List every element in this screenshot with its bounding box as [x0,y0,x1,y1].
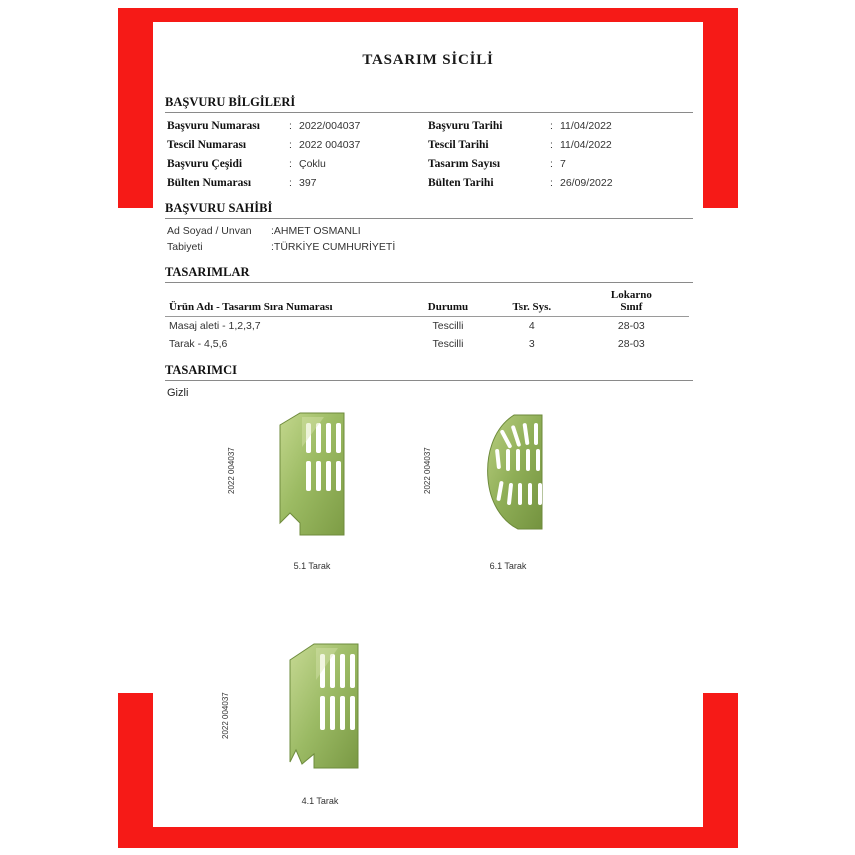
section-divider-designer [165,380,693,381]
figure-item [221,630,400,806]
designs-column-status: Durumu [406,287,490,317]
applicant-value: :TÜRKİYE CUMHURİYETİ [271,241,396,253]
applicant-fields [153,223,703,255]
design-name: Masaj aleti - 1,2,3,7 [169,320,261,332]
figure-caption: 5.1 Tarak [293,561,331,571]
red-frame-top-right [703,8,738,208]
field-row [167,136,428,155]
designs-table [165,287,689,353]
field-value: 2022/004037 [299,120,361,132]
comb-round-icon [428,395,588,555]
field-value: 7 [560,158,566,170]
design-status: Tescilli [432,338,464,350]
field-row [428,117,689,136]
field-label: Başvuru Tarihi [428,120,503,132]
designer-value: Gizli [167,387,189,399]
field-label: Başvuru Numarası [167,120,260,132]
field-label: Tescil Numarası [167,139,247,151]
design-status: Tescilli [432,320,464,332]
field-separator: : [289,120,292,132]
comb-flat-icon [232,395,392,555]
section-heading-designer: TASARIMCI [165,363,237,377]
field-separator: : [550,177,553,189]
design-count: 4 [528,320,535,332]
field-separator: : [289,139,292,151]
table-row [165,335,689,353]
application-info-left-column [167,117,428,193]
page-title: TASARIM SİCİLİ [362,52,494,68]
application-info-grid [153,117,703,193]
section-divider-designs [165,282,693,283]
field-row [428,174,689,193]
field-value: 2022 004037 [299,139,361,151]
figure-side-code: 2022 004037 [423,447,432,494]
field-row [428,136,689,155]
field-label: Bülten Numarası [167,177,252,189]
designs-column-locarno [574,287,689,317]
comb-notch-icon [240,630,400,790]
field-value: 11/04/2022 [560,139,612,151]
field-row [167,117,428,136]
figure-side-code: 2022 004037 [227,447,236,494]
designs-column-locarno-line2: Sınıf [620,301,643,313]
field-separator: : [289,158,292,170]
field-label: Başvuru Çeşidi [167,158,243,170]
figure-caption: 6.1 Tarak [489,561,527,571]
red-frame-top-left [118,8,153,208]
field-separator: : [550,139,553,151]
figure-item [423,395,588,571]
application-info-right-column [428,117,689,193]
field-row [167,155,428,174]
figure-caption: 4.1 Tarak [301,796,339,806]
design-name: Tarak - 4,5,6 [169,338,228,350]
figure-item [227,395,392,571]
section-heading-application-info: BAŞVURU BİLGİLERİ [165,95,296,109]
design-locarno: 28-03 [617,338,645,350]
figure-image-box [227,395,392,555]
field-separator: : [289,177,292,189]
designs-table-header-row [165,287,689,317]
field-label: Tasarım Sayısı [428,158,501,170]
section-heading-applicant: BAŞVURU SAHİBİ [165,201,273,215]
applicant-label: Ad Soyad / Unvan [167,225,252,237]
field-value: Çoklu [299,158,326,170]
field-value: 11/04/2022 [560,120,612,132]
field-row [428,155,689,174]
section-divider-applicant [165,218,693,219]
applicant-label: Tabiyeti [167,241,203,253]
applicant-row [167,223,689,239]
designs-column-locarno-line1: Lokarno [610,289,652,301]
applicant-row [167,239,689,255]
field-label: Bülten Tarihi [428,177,494,189]
field-value: 397 [299,177,317,189]
designs-column-name: Ürün Adı - Tasarım Sıra Numarası [165,287,406,317]
design-locarno: 28-03 [617,320,645,332]
field-separator: : [550,120,553,132]
section-heading-designs: TASARIMLAR [165,265,250,279]
figure-image-box [423,395,588,555]
applicant-value: :AHMET OSMANLI [271,225,361,237]
design-count: 3 [528,338,535,350]
section-divider-application-info [165,112,693,113]
table-row [165,317,689,336]
designs-column-count: Tsr. Sys. [490,287,574,317]
field-value: 26/09/2022 [560,177,613,189]
figure-image-box [221,630,400,790]
field-row [167,174,428,193]
field-label: Tescil Tarihi [428,139,489,151]
figure-side-code: 2022 004037 [221,692,230,739]
field-separator: : [550,158,553,170]
